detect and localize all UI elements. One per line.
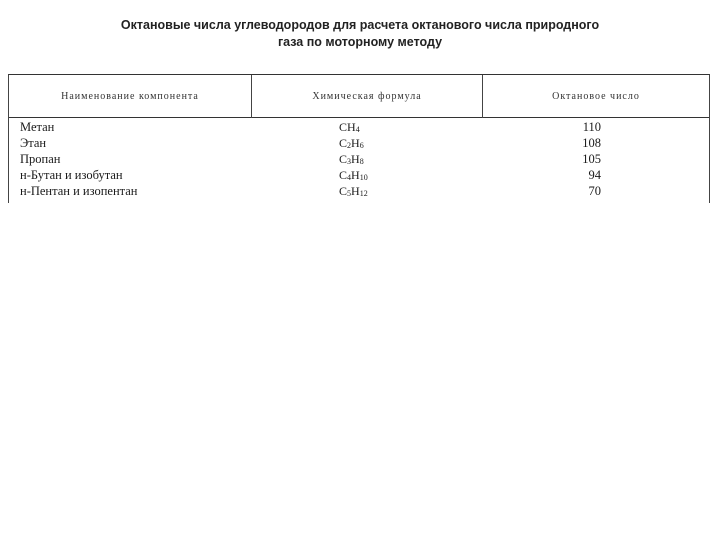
chemical-formula bbox=[339, 151, 368, 167]
formula-element: C bbox=[339, 168, 348, 182]
formula-subscript: 6 bbox=[359, 141, 364, 150]
octane-number: 110 bbox=[582, 120, 601, 134]
header-octane-number: Октановое число bbox=[552, 91, 640, 102]
formula-subscript: 8 bbox=[359, 157, 364, 166]
component-name: н-Бутан и изобутан bbox=[20, 168, 123, 182]
octane-number: 108 bbox=[582, 136, 601, 150]
table-header bbox=[9, 75, 709, 118]
chemical-formula bbox=[339, 119, 368, 135]
title-line-1: Октановые числа углеводородов для расчета октанового числа природного bbox=[120, 18, 600, 32]
octane-number-column bbox=[529, 119, 601, 199]
document-title bbox=[0, 17, 720, 51]
component-name: Этан bbox=[20, 136, 47, 150]
chemical-formula-column bbox=[339, 119, 368, 199]
formula-element: H bbox=[351, 168, 360, 182]
header-chemical-formula: Химическая формула bbox=[312, 91, 422, 102]
formula-element: H bbox=[347, 120, 356, 134]
formula-element: C bbox=[339, 184, 348, 198]
formula-element: C bbox=[339, 136, 348, 150]
formula-element: H bbox=[351, 136, 360, 150]
formula-subscript: 10 bbox=[359, 173, 368, 182]
header-component-name: Наименование компонента bbox=[61, 91, 199, 102]
formula-element: C bbox=[339, 152, 348, 166]
formula-subscript: 3 bbox=[347, 157, 352, 166]
formula-subscript: 5 bbox=[347, 189, 352, 198]
chemical-formula bbox=[339, 167, 368, 183]
octane-table bbox=[8, 74, 710, 203]
component-name-column bbox=[20, 119, 138, 199]
chemical-formula bbox=[339, 135, 368, 151]
chemical-formula bbox=[339, 183, 368, 199]
formula-element: H bbox=[351, 152, 360, 166]
octane-number: 105 bbox=[582, 152, 601, 166]
title-line-2: газа по моторному методу bbox=[277, 35, 443, 49]
octane-number: 70 bbox=[588, 184, 601, 198]
component-name: Пропан bbox=[20, 152, 61, 166]
octane-number: 94 bbox=[588, 168, 601, 182]
formula-subscript: 2 bbox=[347, 141, 352, 150]
formula-element: H bbox=[351, 184, 360, 198]
formula-subscript: 4 bbox=[355, 125, 360, 134]
formula-element: C bbox=[339, 120, 348, 134]
component-name: Метан bbox=[20, 120, 55, 134]
component-name: н-Пентан и изопентан bbox=[20, 184, 138, 198]
formula-subscript: 12 bbox=[359, 189, 368, 198]
formula-subscript: 4 bbox=[347, 173, 352, 182]
